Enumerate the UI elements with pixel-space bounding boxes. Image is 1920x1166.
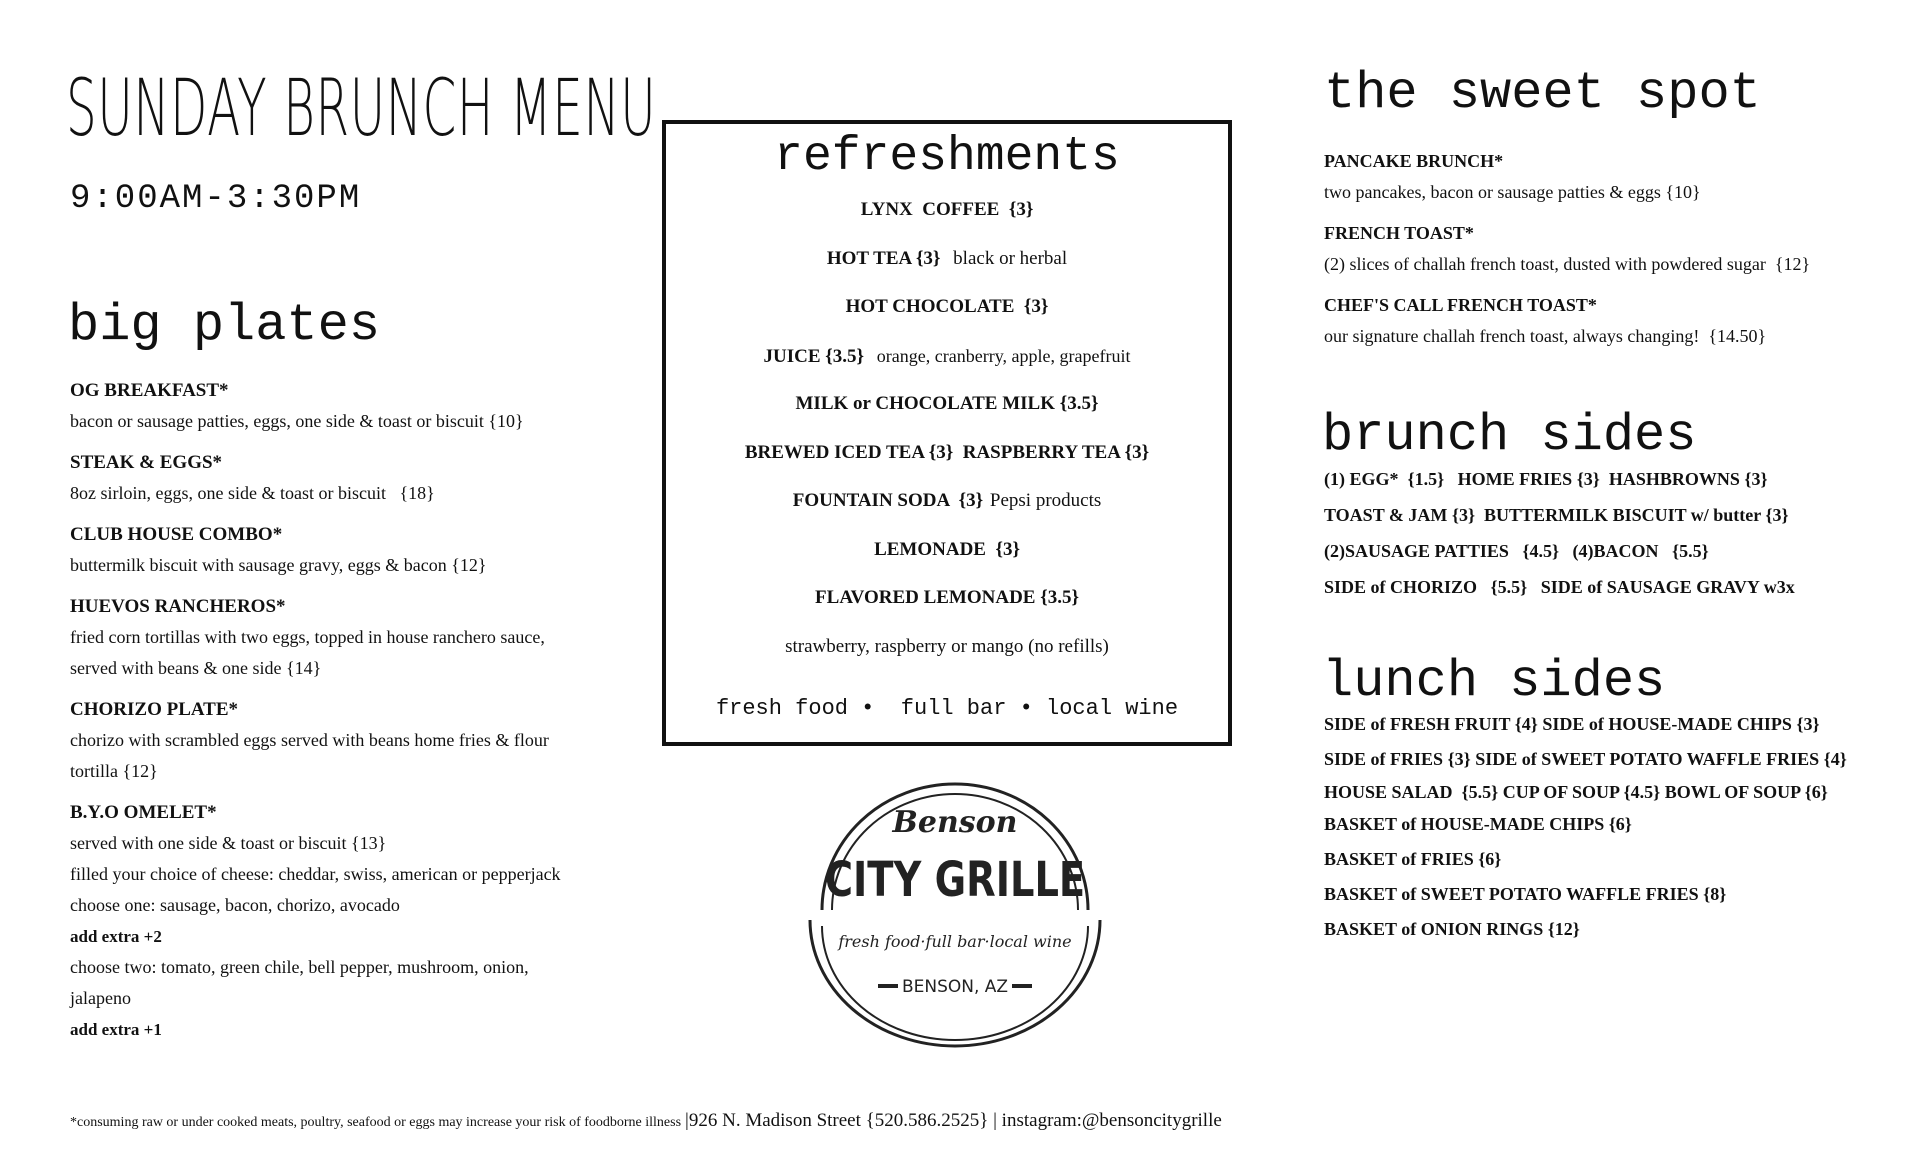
refreshment-note: strawberry, raspberry or mango (no refills) [785, 635, 1109, 657]
item-name: B.Y.O OMELET* [70, 802, 217, 823]
refreshment-item [666, 429, 1228, 478]
logo-arc-text: fresh food·full bar·local wine [838, 932, 1072, 951]
item-description: bacon or sausage patties, eggs, one side & toast or biscuit {10} [70, 411, 524, 431]
lunch-sides-heading: lunch sides [1322, 652, 1666, 711]
refreshment-item [666, 380, 1228, 429]
side-line: HOUSE SALAD {5.5} CUP OF SOUP {4.5} BOWL OF SOUP {6} [1324, 782, 1828, 802]
logo-top-text: Benson [892, 805, 1018, 840]
item-description: jalapeno [70, 988, 131, 1008]
footer-contact: |926 N. Madison Street {520.586.2525} | instagram:@bensoncitygrille [685, 1110, 1222, 1131]
refreshment-item [666, 574, 1228, 623]
refreshment-name: FOUNTAIN SODA {3} [792, 490, 984, 511]
refreshment-item [666, 526, 1228, 575]
refreshments-tagline: fresh food • full bar • local wine [715, 696, 1179, 721]
refreshment-item [666, 235, 1228, 284]
item-name: FRENCH TOAST* [1324, 223, 1474, 243]
side-line: SIDE of FRESH FRUIT {4} SIDE of HOUSE-MADE CHIPS {3} [1324, 714, 1820, 734]
side-line: SIDE of CHORIZO {5.5} SIDE of SAUSAGE GRAVY w3x [1324, 577, 1795, 597]
logo-emblem [800, 770, 1110, 1050]
item-description: chorizo with scrambled eggs served with beans home fries & flour [70, 730, 549, 750]
logo-main-text: CITY GRILLE [824, 852, 1086, 909]
side-line: (1) EGG* {1.5} HOME FRIES {3} HASHBROWNS {3} [1324, 469, 1768, 489]
side-line: BASKET of SWEET POTATO WAFFLE FRIES {8} [1324, 884, 1727, 904]
refreshments-heading: refreshments [774, 130, 1120, 184]
menu-item [70, 694, 630, 787]
item-description: fried corn tortillas with two eggs, topped in house ranchero sauce, [70, 627, 545, 647]
refreshments-box [662, 120, 1232, 746]
sweet-spot-heading: the sweet spot [1324, 64, 1761, 123]
refreshment-item [666, 477, 1228, 526]
refreshment-item [666, 332, 1228, 381]
item-description: 8oz sirloin, eggs, one side & toast or biscuit {18} [70, 483, 435, 503]
menu-item [70, 375, 630, 437]
add-extra-note: add extra +2 [70, 927, 162, 946]
refreshment-name: MILK or CHOCOLATE MILK {3.5} [795, 393, 1099, 414]
item-description: choose one: sausage, bacon, chorizo, avocado [70, 895, 400, 915]
add-extra-note: add extra +1 [70, 1020, 162, 1039]
city-grille-logo [800, 770, 1110, 1050]
refreshment-name: LEMONADE {3} [874, 538, 1020, 560]
side-line: (2)SAUSAGE PATTIES {4.5} (4)BACON {5.5} [1324, 541, 1709, 561]
menu-title: SUNDAY BRUNCH MENU [66, 64, 657, 154]
refreshment-note: black or herbal [953, 247, 1068, 269]
side-line: BASKET of FRIES {6} [1324, 849, 1502, 869]
refreshment-item [666, 283, 1228, 332]
item-name: CHORIZO PLATE* [70, 699, 239, 720]
menu-item [1324, 218, 1884, 280]
refreshment-item [666, 186, 1228, 235]
item-description: buttermilk biscuit with sausage gravy, eggs & bacon {12} [70, 555, 487, 575]
lunch-sides-list [1324, 707, 1847, 947]
refreshment-name: HOT TEA {3} [826, 247, 941, 269]
item-description: (2) slices of challah french toast, dusted with powdered sugar {12} [1324, 254, 1811, 274]
refreshment-name: HOT CHOCOLATE {3} [845, 296, 1049, 317]
refreshment-name: LYNX COFFEE {3} [860, 199, 1034, 220]
item-description: served with one side & toast or biscuit {13} [70, 833, 387, 853]
refreshment-name: BREWED ICED TEA {3} RASPBERRY TEA {3} [744, 441, 1150, 463]
item-name: CHEF'S CALL FRENCH TOAST* [1324, 295, 1597, 315]
brunch-sides-heading: brunch sides [1322, 406, 1697, 465]
item-description: two pancakes, bacon or sausage patties & eggs {10} [1324, 182, 1701, 202]
item-name: HUEVOS RANCHEROS* [70, 596, 286, 617]
item-description: tortilla {12} [70, 761, 158, 781]
side-line: SIDE of FRIES {3} SIDE of SWEET POTATO WAFFLE FRIES {4} [1324, 749, 1847, 769]
big-plates-heading: big plates [68, 296, 381, 355]
page-footer [70, 1110, 1222, 1132]
item-name: OG BREAKFAST* [70, 380, 229, 401]
logo-location-text: BENSON, AZ [901, 977, 1009, 997]
brunch-sides-list [1324, 461, 1795, 605]
item-description: filled your choice of cheese: cheddar, swiss, american or pepperjack [70, 864, 561, 884]
item-name: PANCAKE BRUNCH* [1324, 151, 1504, 171]
refreshment-item [666, 623, 1228, 672]
menu-item [70, 519, 630, 581]
menu-item [1324, 290, 1884, 352]
item-description: choose two: tomato, green chile, bell pepper, mushroom, onion, [70, 957, 529, 977]
footer-disclaimer: *consuming raw or under cooked meats, poultry, seafood or eggs may increase your risk of foodborne illness [70, 1115, 682, 1130]
refreshment-note: orange, cranberry, apple, grapefruit [876, 345, 1131, 366]
menu-item-omelet [70, 797, 630, 1045]
refreshment-name: JUICE {3.5} [763, 345, 865, 367]
side-line: BASKET of ONION RINGS {12} [1324, 919, 1580, 939]
big-plates-list [70, 375, 630, 1055]
item-name: STEAK & EGGS* [70, 452, 223, 473]
item-description: our signature challah french toast, always changing! {14.50} [1324, 326, 1767, 346]
item-name: CLUB HOUSE COMBO* [70, 524, 283, 545]
item-description: served with beans & one side {14} [70, 658, 322, 678]
refreshment-note: Pepsi products [989, 490, 1102, 511]
menu-item [70, 591, 630, 684]
menu-item [1324, 146, 1884, 208]
side-line: BASKET of HOUSE-MADE CHIPS {6} [1324, 814, 1632, 834]
side-line: TOAST & JAM {3} BUTTERMILK BISCUIT w/ butter {3} [1324, 505, 1789, 525]
menu-hours: 9:00AM-3:30PM [70, 180, 362, 218]
refreshment-name: FLAVORED LEMONADE {3.5} [815, 587, 1079, 608]
refreshments-list [666, 186, 1228, 671]
sweet-spot-list [1324, 146, 1884, 362]
menu-item [70, 447, 630, 509]
